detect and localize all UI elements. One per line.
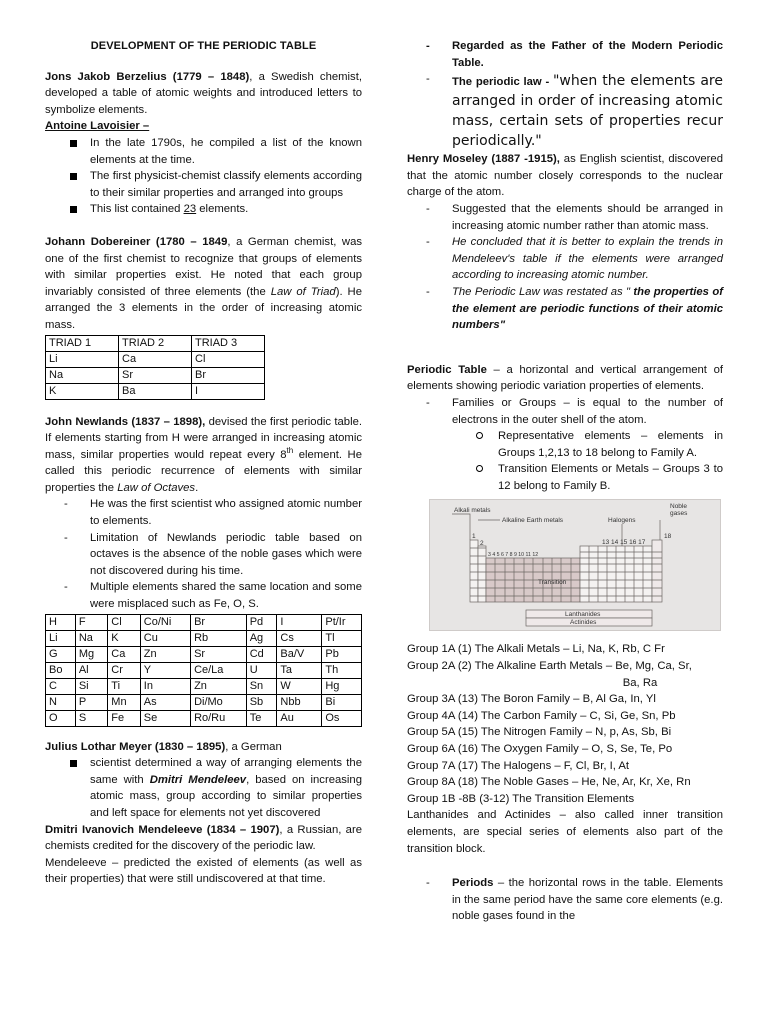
table-cell: Rb — [191, 630, 247, 646]
moseley-paragraph: Henry Moseley (1887 -1915), as English scientist, discovered that the atomic number closely corresponds to the nuclear charge of the atom. — [407, 153, 723, 199]
left-column — [45, 38, 362, 888]
actinides-label: Actinides — [570, 619, 597, 627]
lanthanides-paragraph: Lanthanides and Actinides – also called inner transition elements, are special series of elements also part of the transition block. — [407, 809, 723, 855]
table-cell: U — [246, 662, 277, 678]
table-cell: Pb — [322, 646, 362, 662]
table-row — [46, 678, 362, 694]
table-cell: Au — [277, 710, 322, 726]
circle-bullet-icon — [476, 465, 483, 472]
group-line: Group 1A (1) The Alkali Metals – Li, Na, K, Rb, C Fr — [407, 643, 665, 656]
square-bullet-icon — [70, 206, 77, 213]
table-cell: O — [46, 710, 76, 726]
meyer-bullet: scientist determined a way of arranging elements the same with Dmitri Mendeleev, based on increasing atomic mass, group according to similar properties and left space for elements not yet discovered — [45, 755, 362, 821]
table-cell: C — [46, 678, 76, 694]
table-row — [46, 335, 265, 351]
table-cell: Bi — [322, 694, 362, 710]
families-point: - Families or Groups – is equal to the number of electrons in the outer shell of the atom. — [426, 396, 723, 426]
group-line: Group 2A (2) The Alkaline Earth Metals – Be, Mg, Ca, Sr, — [407, 660, 692, 673]
table-cell: Ag — [246, 630, 277, 646]
square-bullet-icon — [70, 760, 77, 767]
table-cell: In — [140, 678, 190, 694]
table-cell: P — [75, 694, 107, 710]
table-cell: Co/Ni — [140, 614, 190, 630]
table-cell: Ro/Ru — [191, 710, 247, 726]
lavoisier-bullet: In the late 1790s, he compiled a list of the known elements at the time. — [45, 135, 362, 168]
table-cell: Al — [75, 662, 107, 678]
element-count: 23 — [183, 203, 197, 216]
meyer-paragraph: Julius Lothar Meyer (1830 – 1895), a German — [45, 740, 282, 753]
table-cell: S — [75, 710, 107, 726]
alkaline-label: Alkaline Earth metals — [502, 517, 564, 525]
table-cell: G — [46, 646, 76, 662]
table-cell: Cs — [277, 630, 322, 646]
group-line: Group 8A (18) The Noble Gases – He, Ne, Ar, Kr, Xe, Rn — [407, 776, 691, 789]
group-line: Group 1B -8B (3-12) The Transition Elements — [407, 792, 635, 805]
lavoisier-bullet: The first physicist-chemist classify elements according to their similar properties and arranged into groups — [45, 168, 362, 201]
table-cell: Ca — [119, 351, 192, 367]
transition-point: Transition Elements or Metals – Groups 3 to 12 belong to Family B. — [407, 461, 723, 494]
table-cell: N — [46, 694, 76, 710]
group-numbers-13-17: 13 14 15 16 17 — [602, 539, 646, 547]
table-row — [46, 694, 362, 710]
table-cell: Os — [322, 710, 362, 726]
table-cell: Na — [75, 630, 107, 646]
periodic-law-point: - The periodic law - "when the elements are arranged in order of increasing atomic mass, certain sets of properties recur periodically." — [426, 73, 723, 150]
table-header: TRIAD 3 — [192, 335, 265, 351]
mendeleeve-paragraph: Dmitri Ivanovich Mendeleeve (1834 – 1907), a Russian, are chemists credited for the discovery of the periodic law. — [45, 823, 362, 853]
berzelius-name: Jons Jakob Berzelius (1779 – 1848) — [45, 70, 250, 83]
table-row — [46, 351, 265, 367]
periodic-table-paragraph: Periodic Table – a horizontal and vertical arrangement of elements showing periodic variation properties of elements. — [407, 363, 724, 393]
table-cell: Li — [46, 630, 76, 646]
table-cell: Br — [191, 614, 247, 630]
group-number-1: 1 — [472, 533, 476, 541]
table-cell: Cu — [140, 630, 190, 646]
table-cell: Th — [322, 662, 362, 678]
table-cell: Te — [246, 710, 277, 726]
table-cell: Zn — [191, 678, 247, 694]
newlands-point: - Limitation of Newlands periodic table based on octaves is the absence of the noble gases which were not discovered during his time. — [64, 531, 362, 577]
table-cell: Ca — [108, 646, 140, 662]
moseley-point: - Suggested that the elements should be arranged in increasing atomic number rather than atomic mass. — [426, 202, 723, 232]
table-cell: Mn — [108, 694, 140, 710]
group-number-18: 18 — [664, 533, 672, 541]
group-line: Group 5A (15) The Nitrogen Family – N, p, As, Sb, Bi — [407, 726, 672, 739]
table-cell: Li — [46, 351, 119, 367]
group-numbers-3-12: 3 4 5 6 7 8 9 10 11 12 — [488, 552, 539, 559]
newlands-paragraph: John Newlands (1837 – 1898), devised the first periodic table. If elements starting from H were arranged in increasing atomic mass, similar properties would repeat every 8th element. He called this periodic recurrence of elements with similar properties the Law of Octaves. — [45, 415, 363, 494]
lavoisier-bullet: This list contained 23 elements. — [45, 201, 362, 218]
square-bullet-icon — [70, 140, 77, 147]
periodic-table-diagram — [430, 500, 720, 630]
group-line: Group 7A (17) The Halogens – F, Cl, Br, I, At — [407, 759, 630, 772]
square-bullet-icon — [70, 173, 77, 180]
table-cell: Tl — [322, 630, 362, 646]
table-cell: Pt/Ir — [322, 614, 362, 630]
table-row — [46, 662, 362, 678]
table-cell: Cl — [108, 614, 140, 630]
table-row — [46, 383, 265, 399]
table-row — [46, 614, 362, 630]
moseley-point: - The Periodic Law was restated as " the properties of the element are periodic functions of their atomic numbers" — [426, 285, 723, 332]
table-cell: Y — [140, 662, 190, 678]
table-cell: Sb — [246, 694, 277, 710]
noble-label-1: Noble — [670, 503, 687, 511]
table-cell: Zn — [140, 646, 190, 662]
table-cell: K — [108, 630, 140, 646]
newlands-point: - Multiple elements shared the same location and some were misplaced such as Fe, O, S. — [64, 581, 362, 611]
lanthanides-label: Lanthanides — [565, 611, 601, 619]
table-cell: Br — [192, 367, 265, 383]
table-cell: Ta — [277, 662, 322, 678]
table-cell: Sn — [246, 678, 277, 694]
group-number-2: 2 — [480, 540, 484, 548]
table-cell: Di/Mo — [191, 694, 247, 710]
periods-point: - Periods – the horizontal rows in the table. Elements in the same period have the same core elements (e.g. noble gases found in the — [426, 877, 723, 923]
right-column — [407, 38, 723, 925]
alkali-label: Alkali metals — [454, 507, 491, 515]
table-cell: Si — [75, 678, 107, 694]
table-header: TRIAD 1 — [46, 335, 119, 351]
table-cell: Nbb — [277, 694, 322, 710]
table-cell: H — [46, 614, 76, 630]
table-row — [46, 710, 362, 726]
table-cell: Bo — [46, 662, 76, 678]
law-of-triad: Law of Triad — [270, 285, 336, 298]
table-cell: As — [140, 694, 190, 710]
representative-point: Representative elements – elements in Groups 1,2,13 to 18 belong to Family A. — [407, 428, 723, 461]
table-row — [46, 646, 362, 662]
table-cell: Na — [46, 367, 119, 383]
table-cell: Ba/V — [277, 646, 322, 662]
table-cell: I — [277, 614, 322, 630]
law-of-octaves: Law of Octaves — [117, 481, 196, 494]
group-line: Group 3A (13) The Boron Family – B, Al Ga, In, Yl — [407, 693, 656, 706]
moseley-point: - He concluded that it is better to explain the trends in Mendeleev's table if the elements were arranged according to increasing atomic number. — [426, 236, 723, 282]
table-cell: Ti — [108, 678, 140, 694]
group-line: Group 4A (14) The Carbon Family – C, Si, Ge, Sn, Pb — [407, 709, 676, 722]
table-cell: Hg — [322, 678, 362, 694]
dobereiner-paragraph: Johann Dobereiner (1780 – 1849, a German chemist, was one of the first chemist to recognize that groups of elements with similar properties exist. He noted that each group invariably consisted of three elements (the Law of Triad). He arranged the 3 elements in the order of increasing atomic mass. — [45, 235, 363, 331]
table-cell: Mg — [75, 646, 107, 662]
periodic-table-figure — [429, 499, 721, 631]
berzelius-paragraph — [45, 69, 362, 119]
table-cell: K — [46, 383, 119, 399]
table-cell: Ba — [119, 383, 192, 399]
table-cell: Cr — [108, 662, 140, 678]
triads-table — [45, 335, 265, 400]
father-point: - Regarded as the Father of the Modern Periodic Table. — [426, 40, 723, 69]
berzelius-text: , a Swedish chemist, developed a table of atomic weights and introduced letters to symbolize elements. — [45, 70, 362, 116]
circle-bullet-icon — [476, 432, 483, 439]
octaves-table — [45, 614, 362, 727]
table-row — [46, 630, 362, 646]
table-cell: Sr — [119, 367, 192, 383]
mendeleeve-predicted: Mendeleeve – predicted the existed of elements (as well as their properties) that were still undiscovered at that time. — [45, 856, 362, 886]
table-cell: Cd — [246, 646, 277, 662]
table-cell: F — [75, 614, 107, 630]
group-line: Group 6A (16) The Oxygen Family – O, S, Se, Te, Po — [407, 743, 673, 756]
transition-label: Transition — [538, 579, 567, 587]
table-header: TRIAD 2 — [119, 335, 192, 351]
table-cell: I — [192, 383, 265, 399]
table-cell: Pd — [246, 614, 277, 630]
halogens-label: Halogens — [608, 517, 636, 525]
table-cell: Cl — [192, 351, 265, 367]
lavoisier-heading: Antoine Lavoisier – — [45, 120, 150, 133]
table-cell: Ce/La — [191, 662, 247, 678]
table-cell: Fe — [108, 710, 140, 726]
page-title: DEVELOPMENT OF THE PERIODIC TABLE — [90, 40, 317, 52]
table-cell: W — [277, 678, 322, 694]
group-line: Ba, Ra — [622, 676, 658, 689]
noble-label-2: gases — [670, 510, 688, 518]
table-row — [46, 367, 265, 383]
table-cell: Se — [140, 710, 190, 726]
group-list — [407, 641, 723, 807]
periodic-law-quote: "when the elements are arranged in order of increasing atomic mass, certain sets of properties recur periodically." — [452, 73, 723, 150]
table-cell: Sr — [191, 646, 247, 662]
newlands-point: - He was the first scientist who assigned atomic number to elements. — [64, 498, 362, 528]
